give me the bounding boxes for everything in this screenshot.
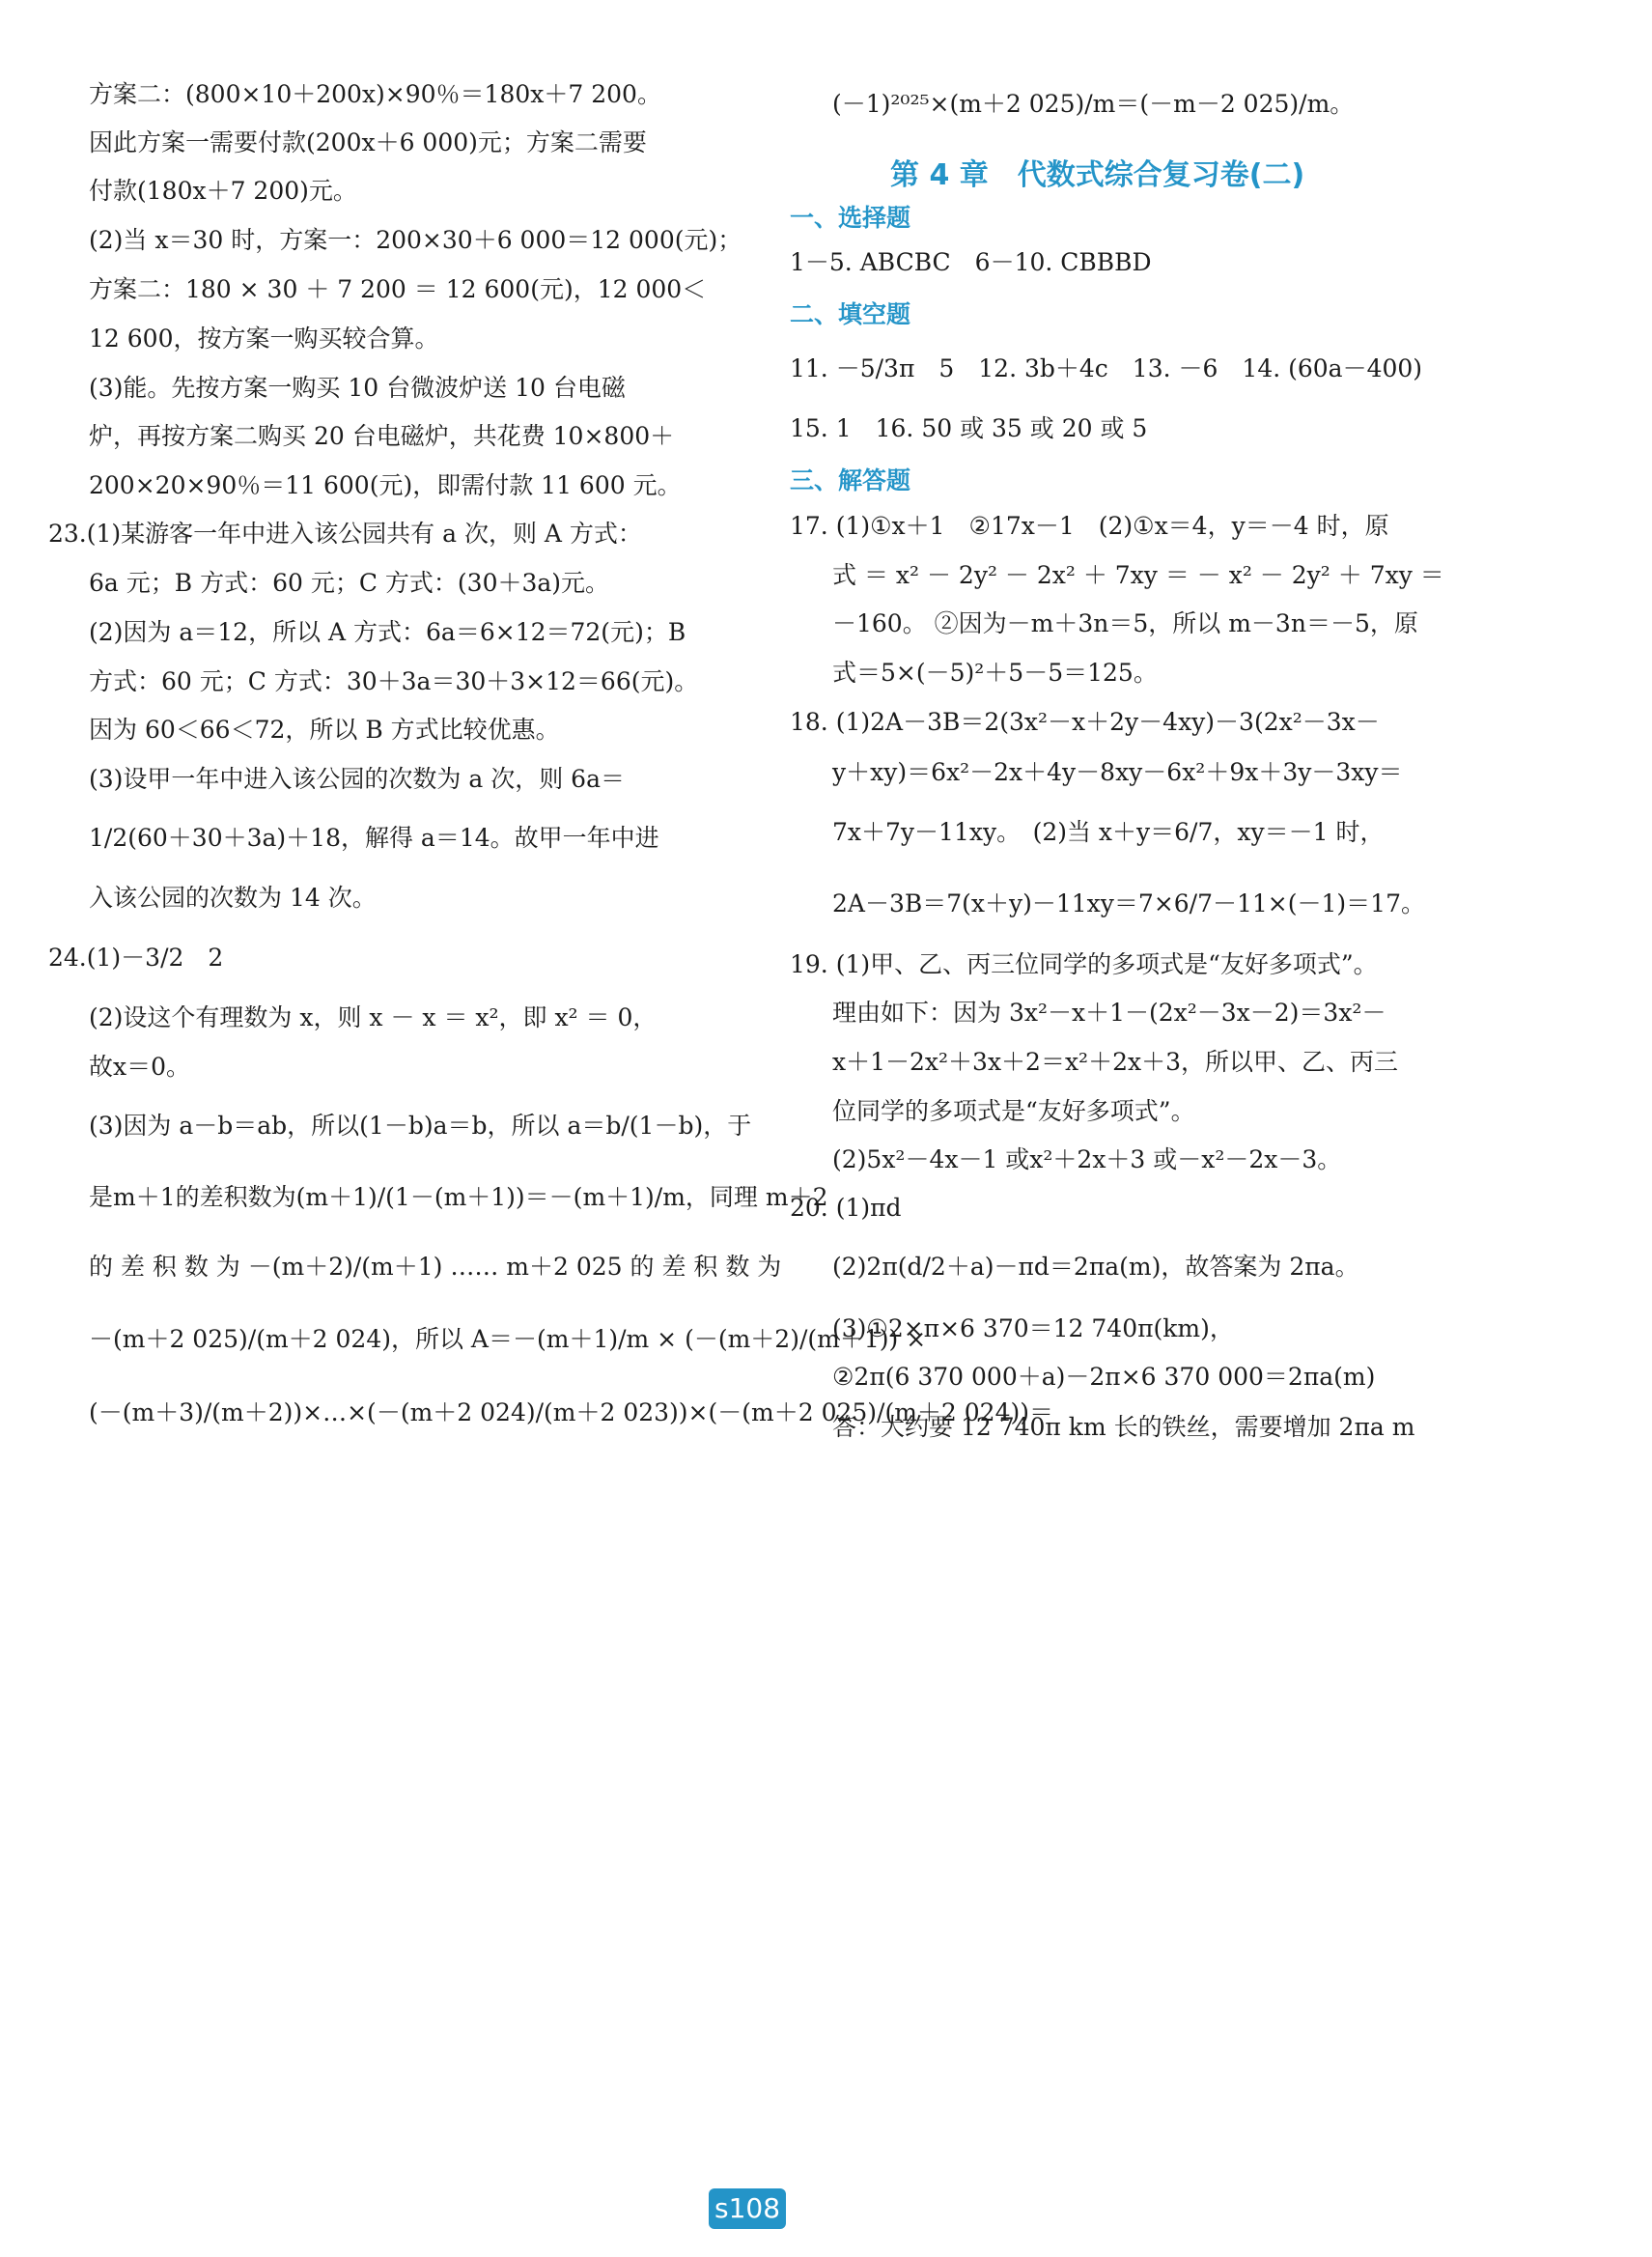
text-line: y＋xy)＝6x²－2x＋4y－8xy－6x²＋9x＋3y－3xy＝ <box>832 758 1403 786</box>
text-line: 位同学的多项式是“友好多项式”。 <box>832 1097 1195 1125</box>
text-line: (2)2π(d/2＋a)－πd＝2πa(m)，故答案为 2πa。 <box>832 1253 1359 1281</box>
text-line: (3)能。先按方案一购买 10 台微波炉送 10 台电磁 <box>89 374 626 402</box>
text-line: ②2π(6 370 000＋a)－2π×6 370 000＝2πa(m) <box>832 1363 1376 1391</box>
text-line: 炉，再按方案二购买 20 台电磁炉，共花费 10×800＋ <box>89 422 675 450</box>
question-17: 17. (1)①x＋1 ②17x－1 (2)①x＝4，y＝－4 时，原 <box>790 512 1389 540</box>
chapter-title: 第 4 章 代数式综合复习卷(二) <box>890 158 1305 192</box>
text-line: 式＝5×(－5)²＋5－5＝125。 <box>832 659 1158 687</box>
text-line: 式 ＝ x² － 2y² － 2x² ＋ 7xy ＝ － x² － 2y² ＋ 7xy ＝ <box>832 561 1444 589</box>
section-heading: 一、选择题 <box>790 204 911 232</box>
section-heading: 二、填空题 <box>790 300 911 328</box>
question-23: 23.(1)某游客一年中进入该公园共有 a 次，则 A 方式： <box>48 520 642 548</box>
text-line: 方案二：180 × 30 ＋ 7 200 ＝ 12 600(元)，12 000＜ <box>89 275 707 303</box>
text-line: －(m＋2 025)/(m＋2 024)，所以 A＝－(m＋1)/m × (－(m＋2)/(m＋1)) × <box>89 1325 927 1353</box>
text-line: (3)设甲一年中进入该公园的次数为 a 次，则 6a＝ <box>89 765 625 793</box>
text-line: 答：大约要 12 740π km 长的铁丝，需要增加 2πa m <box>832 1413 1415 1441</box>
text-line: 11. －5/3π 5 12. 3b＋4c 13. －6 14. (60a－400) <box>790 354 1423 382</box>
question-19: 19. (1)甲、乙、丙三位同学的多项式是“友好多项式”。 <box>790 950 1378 978</box>
text-line: 15. 1 16. 50 或 35 或 20 或 5 <box>790 414 1148 442</box>
text-line: (2)当 x＝30 时，方案一：200×30＋6 000＝12 000(元)； <box>89 226 742 254</box>
text-line: 的 差 积 数 为 －(m＋2)/(m＋1) …… m＋2 025 的 差 积 数 为 <box>89 1253 782 1281</box>
text-line: 6a 元；B 方式：60 元；C 方式：(30＋3a)元。 <box>89 569 610 597</box>
text-line: (3)①2×π×6 370＝12 740π(km)， <box>832 1314 1234 1342</box>
text-line: 1－5. ABCBC 6－10. CBBBD <box>790 248 1152 276</box>
question-24: 24.(1)－3/2 2 <box>48 944 224 972</box>
text-line: 方案二：(800×10＋200x)×90％＝180x＋7 200。 <box>89 80 661 108</box>
text-line: 7x＋7y－11xy。 (2)当 x＋y＝6/7，xy＝－1 时， <box>832 818 1385 846</box>
text-line: 是m＋1的差积数为(m＋1)/(1－(m＋1))＝－(m＋1)/m，同理 m＋2 <box>89 1183 828 1211</box>
text-line: －160。 ②因为－m＋3n＝5，所以 m－3n＝－5，原 <box>832 609 1418 637</box>
text-line: (2)设这个有理数为 x，则 x － x ＝ x²，即 x² ＝ 0， <box>89 1003 658 1031</box>
text-line: 12 600，按方案一购买较合算。 <box>89 324 439 353</box>
page-number: s108 <box>709 2188 786 2229</box>
text-line: 入该公园的次数为 14 次。 <box>89 884 377 912</box>
section-heading: 三、解答题 <box>790 466 911 494</box>
question-18: 18. (1)2A－3B＝2(3x²－x＋2y－4xy)－3(2x²－3x－ <box>790 708 1380 736</box>
text-line: 故x＝0。 <box>89 1053 191 1081</box>
text-line: 2A－3B＝7(x＋y)－11xy＝7×6/7－11×(－1)＝17。 <box>832 889 1425 917</box>
text-line: 1/2(60＋30＋3a)＋18，解得 a＝14。故甲一年中进 <box>89 824 659 852</box>
text-line: (－1)²⁰²⁵×(m＋2 025)/m＝(－m－2 025)/m。 <box>832 90 1355 118</box>
text-line: (－(m＋3)/(m＋2))×…×(－(m＋2 024)/(m＋2 023))×(－(m＋2 025)/(m＋2 024))＝ <box>89 1398 1054 1426</box>
question-20: 20. (1)πd <box>790 1194 902 1222</box>
text-line: (3)因为 a－b＝ab，所以(1－b)a＝b，所以 a＝b/(1－b)，于 <box>89 1112 752 1140</box>
text-line: 付款(180x＋7 200)元。 <box>89 177 357 205</box>
text-line: (2)因为 a＝12，所以 A 方式：6a＝6×12＝72(元)；B <box>89 618 686 646</box>
text-line: 200×20×90％＝11 600(元)，即需付款 11 600 元。 <box>89 471 682 499</box>
text-line: 因此方案一需要付款(200x＋6 000)元；方案二需要 <box>89 128 647 156</box>
text-line: 理由如下：因为 3x²－x＋1－(2x²－3x－2)＝3x²－ <box>832 999 1386 1027</box>
text-line: 因为 60＜66＜72，所以 B 方式比较优惠。 <box>89 716 560 744</box>
text-line: (2)5x²－4x－1 或x²＋2x＋3 或－x²－2x－3。 <box>832 1145 1342 1173</box>
text-line: x＋1－2x²＋3x＋2＝x²＋2x＋3，所以甲、乙、丙三 <box>832 1048 1398 1076</box>
text-line: 方式：60 元；C 方式：30＋3a＝30＋3×12＝66(元)。 <box>89 667 699 695</box>
